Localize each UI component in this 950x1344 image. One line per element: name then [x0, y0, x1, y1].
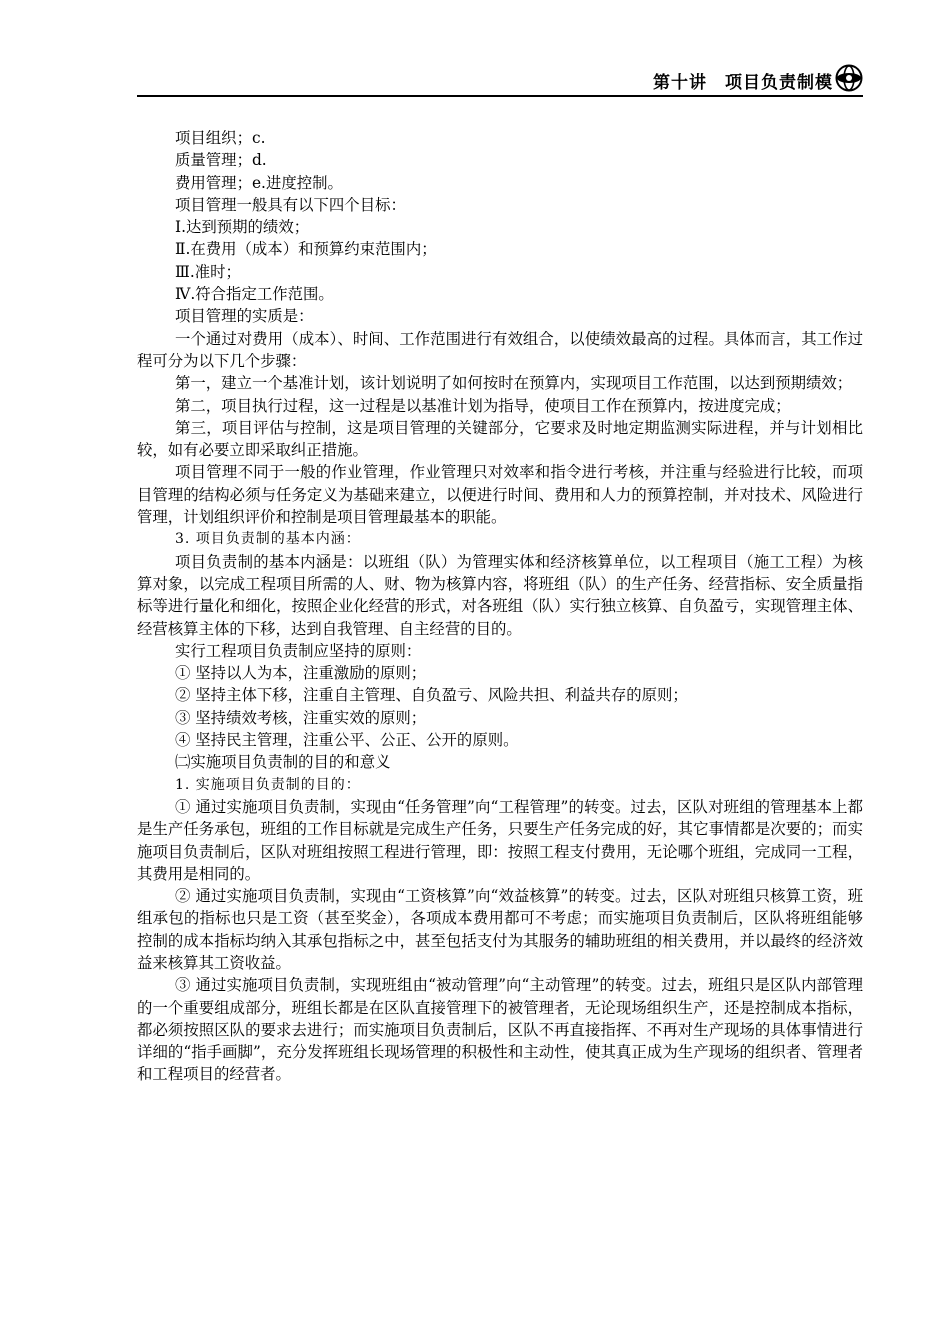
goal-item: Ⅰ.达到预期的绩效；	[175, 218, 310, 237]
section-heading: 3. 项目负责制的基本内涵：	[175, 531, 361, 548]
principle-item: ① 坚持以人为本，注重激励的原则；	[175, 664, 427, 683]
goal-item: Ⅱ.在费用（成本）和预算约束范围内；	[175, 240, 437, 259]
paragraph: 项目管理一般具有以下四个目标：	[175, 195, 406, 214]
list-item: 质量管理；d.	[175, 151, 267, 170]
principle-item: ② 坚持主体下移，注重自主管理、自负盈亏、风险共担、利益共存的原则；	[175, 686, 688, 705]
list-item: 项目组织；c.	[175, 129, 266, 147]
step-paragraph: 第二，项目执行过程，这一过程是以基准计划为指导，使项目工作在预算内，按进度完成；	[175, 396, 791, 415]
goal-item: Ⅳ.符合指定工作范围。	[175, 285, 334, 304]
principle-item: ③ 坚持绩效考核，注重实效的原则；	[175, 708, 427, 727]
subsection-heading: 1. 实施项目负责制的目的：	[175, 776, 361, 793]
paragraph: 项目管理的实质是：	[175, 307, 314, 326]
paragraph: 项目负责制的基本内涵是：以班组（队）为管理实体和经济核算单位，以工程项目（施工工程）为核算对象，以完成工程项目所需的人、财、物为核算内容，将班组（队）的生产任务、经营指标、安全质量指标等进行量化和细化，按照企业化经营的形式，对各班组（队）实行独立核算、自负盈亏，实现管理主体、经营核算主体的下移，达到自我管理、自主经营的目的。	[137, 552, 863, 638]
list-item: 费用管理；e.进度控制。	[175, 173, 343, 192]
paragraph: 项目管理不同于一般的作业管理，作业管理只对效率和指令进行考核，并注重与经验进行比较，而项目管理的结构必须与任务定义为基础来建立，以便进行时间、费用和人力的预算控制，并对技术、风险进行管理，计划组织评价和控制是项目管理最基本的职能。	[137, 463, 863, 527]
document-body	[137, 127, 863, 1086]
step-paragraph: 第三，项目评估与控制，这是项目管理的关键部分，它要求及时地定期监测实际进程，并与计划相比较，如有必要立即采取纠正措施。	[137, 418, 863, 460]
paragraph: ② 通过实施项目负责制，实现由“工资核算”向“效益核算”的转变。过去，区队对班组只核算工资，班组承包的指标也只是工资（甚至奖金），各项成本费用都可不考虑；而实施项目负责制后，区队将班组能够控制的成本指标均纳入其承包指标之中，甚至包括支付为其服务的辅助班组的相关费用，并以最终的经济效益来核算其工资收益。	[137, 887, 863, 972]
principle-item: ④ 坚持民主管理，注重公平、公正、公开的原则。	[175, 731, 519, 750]
paragraph: 一个通过对费用（成本）、时间、工作范围进行有效组合，以使绩效最高的过程。具体而言，其工作过程可分为以下几个步骤：	[137, 329, 863, 370]
header-title: 第十讲 项目负责制模	[653, 73, 833, 93]
goal-item: Ⅲ.准时；	[175, 262, 241, 281]
emblem-icon	[835, 64, 863, 92]
step-paragraph: 第一，建立一个基准计划，该计划说明了如何按时在预算内，实现项目工作范围，以达到预期绩效；	[175, 374, 853, 393]
page-header	[137, 62, 863, 94]
paragraph: ① 通过实施项目负责制，实现由“任务管理”向“工程管理”的转变。过去，区队对班组的管理基本上都是生产任务承包，班组的工作目标就是完成生产任务，只要生产任务完成的好，其它事情都是次要的；而实施项目负责制后，区队对班组按照工程进行管理，即：按照工程支付费用，无论哪个班组，完成同一工程，其费用是相同的。	[137, 797, 863, 883]
paragraph: ③ 通过实施项目负责制，实现班组由“被动管理”向“主动管理”的转变。过去，班组只是区队内部管理的一个重要组成部分，班组长都是在区队直接管理下的被管理者，无论现场组织生产，还是控制成本指标，都必须按照区队的要求去进行；而实施项目负责制后，区队不再直接指挥、不再对生产现场的具体事情进行详细的“指手画脚”，充分发挥班组长现场管理的积极性和主动性，使其真正成为生产现场的组织者、管理者和工程项目的经营者。	[137, 976, 863, 1084]
header-divider	[137, 95, 863, 97]
section-heading: ㈡实施项目负责制的目的和意义	[175, 753, 391, 772]
paragraph: 实行工程项目负责制应坚持的原则：	[175, 641, 422, 660]
